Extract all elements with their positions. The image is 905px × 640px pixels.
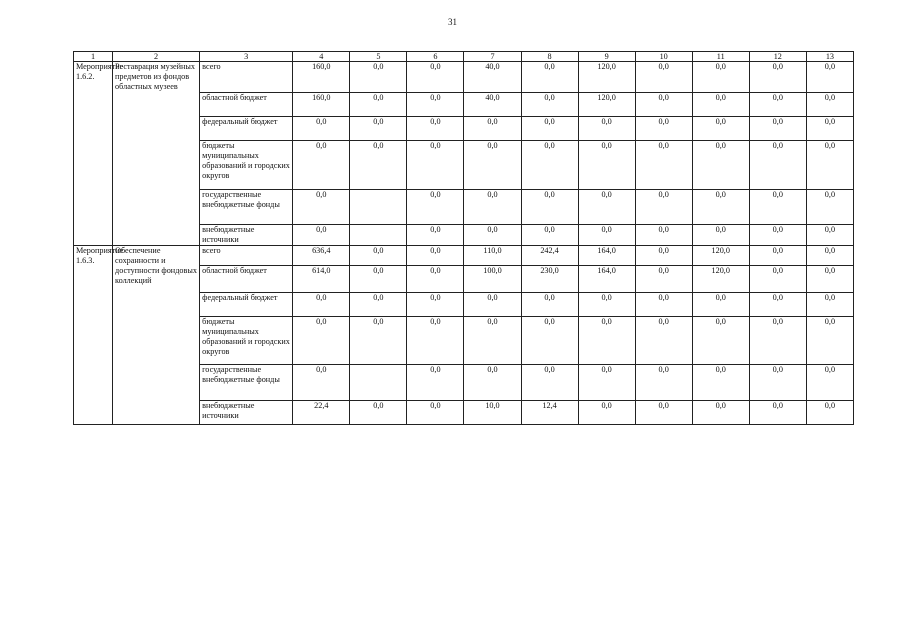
value-cell: 0,0 — [350, 117, 407, 141]
value-cell: 0,0 — [350, 293, 407, 317]
value-cell: 0,0 — [464, 225, 521, 246]
value-cell: 0,0 — [407, 365, 464, 401]
value-cell: 0,0 — [635, 225, 692, 246]
value-cell: 0,0 — [692, 293, 749, 317]
funding-source: федеральный бюджет — [200, 117, 293, 141]
value-cell: 0,0 — [635, 317, 692, 365]
value-cell — [350, 225, 407, 246]
budget-table — [73, 51, 854, 425]
value-cell: 0,0 — [350, 317, 407, 365]
value-cell: 0,0 — [578, 317, 635, 365]
value-cell: 120,0 — [692, 266, 749, 293]
value-cell: 160,0 — [293, 93, 350, 117]
funding-source: бюджеты муниципальных образований и городских округов — [200, 317, 293, 365]
value-cell: 0,0 — [521, 190, 578, 225]
value-cell: 0,0 — [806, 117, 853, 141]
value-cell: 0,0 — [293, 365, 350, 401]
value-cell: 0,0 — [635, 365, 692, 401]
value-cell: 0,0 — [407, 246, 464, 266]
value-cell: 0,0 — [635, 190, 692, 225]
value-cell: 100,0 — [464, 266, 521, 293]
value-cell: 0,0 — [806, 225, 853, 246]
value-cell: 0,0 — [464, 293, 521, 317]
value-cell: 0,0 — [692, 225, 749, 246]
value-cell: 0,0 — [521, 365, 578, 401]
funding-source: бюджеты муниципальных образований и городских округов — [200, 141, 293, 190]
value-cell: 0,0 — [749, 62, 806, 93]
value-cell: 0,0 — [578, 117, 635, 141]
value-cell: 0,0 — [407, 317, 464, 365]
value-cell: 0,0 — [407, 190, 464, 225]
funding-source: внебюджетные источники — [200, 401, 293, 425]
value-cell: 0,0 — [521, 293, 578, 317]
value-cell: 0,0 — [635, 141, 692, 190]
value-cell: 636,4 — [293, 246, 350, 266]
value-cell: 0,0 — [350, 401, 407, 425]
value-cell: 0,0 — [692, 365, 749, 401]
value-cell: 22,4 — [293, 401, 350, 425]
value-cell: 0,0 — [806, 62, 853, 93]
value-cell: 230,0 — [521, 266, 578, 293]
value-cell: 0,0 — [692, 62, 749, 93]
value-cell: 0,0 — [749, 93, 806, 117]
funding-source: всего — [200, 246, 293, 266]
value-cell: 0,0 — [635, 93, 692, 117]
value-cell: 40,0 — [464, 62, 521, 93]
value-cell: 0,0 — [464, 141, 521, 190]
value-cell: 160,0 — [293, 62, 350, 93]
value-cell: 0,0 — [407, 117, 464, 141]
funding-source: внебюджетные источники — [200, 225, 293, 246]
header-cell: 2 — [113, 52, 200, 62]
value-cell: 0,0 — [749, 225, 806, 246]
measure-code: Мероприятие 1.6.2. — [74, 62, 113, 246]
value-cell: 0,0 — [578, 293, 635, 317]
funding-source: государственные внебюджетные фонды — [200, 365, 293, 401]
value-cell: 0,0 — [521, 93, 578, 117]
value-cell: 0,0 — [806, 401, 853, 425]
value-cell: 0,0 — [293, 190, 350, 225]
value-cell: 110,0 — [464, 246, 521, 266]
header-cell: 7 — [464, 52, 521, 62]
value-cell: 0,0 — [635, 266, 692, 293]
page-number: 31 — [448, 17, 457, 27]
measure-name: Реставрация музейных предметов из фондов областных музеев — [113, 62, 200, 246]
value-cell: 0,0 — [350, 141, 407, 190]
value-cell: 120,0 — [578, 93, 635, 117]
funding-source: всего — [200, 62, 293, 93]
value-cell: 0,0 — [692, 317, 749, 365]
value-cell: 614,0 — [293, 266, 350, 293]
value-cell: 0,0 — [749, 293, 806, 317]
value-cell: 0,0 — [293, 293, 350, 317]
value-cell: 0,0 — [749, 246, 806, 266]
header-cell: 1 — [74, 52, 113, 62]
value-cell: 0,0 — [692, 190, 749, 225]
header-cell: 10 — [635, 52, 692, 62]
value-cell: 0,0 — [749, 401, 806, 425]
value-cell: 0,0 — [293, 317, 350, 365]
value-cell: 0,0 — [749, 117, 806, 141]
value-cell: 0,0 — [578, 401, 635, 425]
value-cell: 0,0 — [464, 190, 521, 225]
value-cell: 0,0 — [293, 225, 350, 246]
value-cell: 242,4 — [521, 246, 578, 266]
value-cell: 0,0 — [293, 141, 350, 190]
header-cell: 6 — [407, 52, 464, 62]
table-row — [74, 62, 854, 93]
value-cell: 0,0 — [350, 266, 407, 293]
value-cell: 0,0 — [806, 141, 853, 190]
value-cell: 0,0 — [521, 62, 578, 93]
value-cell: 164,0 — [578, 266, 635, 293]
header-cell: 8 — [521, 52, 578, 62]
value-cell: 0,0 — [578, 225, 635, 246]
value-cell: 0,0 — [806, 246, 853, 266]
value-cell: 0,0 — [350, 93, 407, 117]
value-cell: 0,0 — [350, 246, 407, 266]
value-cell — [350, 365, 407, 401]
funding-source: областной бюджет — [200, 93, 293, 117]
value-cell: 0,0 — [521, 317, 578, 365]
value-cell: 0,0 — [350, 62, 407, 93]
header-cell: 13 — [806, 52, 853, 62]
value-cell: 0,0 — [806, 365, 853, 401]
value-cell: 0,0 — [749, 266, 806, 293]
value-cell: 0,0 — [806, 93, 853, 117]
header-cell: 4 — [293, 52, 350, 62]
value-cell: 0,0 — [464, 317, 521, 365]
funding-source: федеральный бюджет — [200, 293, 293, 317]
value-cell: 40,0 — [464, 93, 521, 117]
value-cell: 0,0 — [806, 266, 853, 293]
value-cell: 120,0 — [692, 246, 749, 266]
value-cell: 0,0 — [635, 293, 692, 317]
value-cell: 0,0 — [521, 225, 578, 246]
value-cell: 0,0 — [635, 401, 692, 425]
header-row — [74, 52, 854, 62]
value-cell: 0,0 — [692, 141, 749, 190]
value-cell: 0,0 — [635, 62, 692, 93]
header-cell: 11 — [692, 52, 749, 62]
value-cell: 0,0 — [521, 117, 578, 141]
value-cell: 0,0 — [407, 266, 464, 293]
value-cell: 0,0 — [407, 225, 464, 246]
value-cell: 0,0 — [749, 190, 806, 225]
value-cell: 164,0 — [578, 246, 635, 266]
value-cell: 0,0 — [521, 141, 578, 190]
value-cell: 0,0 — [692, 117, 749, 141]
value-cell: 0,0 — [806, 190, 853, 225]
value-cell: 0,0 — [407, 401, 464, 425]
value-cell: 0,0 — [407, 62, 464, 93]
table-row — [74, 246, 854, 266]
value-cell: 0,0 — [806, 317, 853, 365]
value-cell: 0,0 — [407, 93, 464, 117]
value-cell: 0,0 — [692, 401, 749, 425]
value-cell: 0,0 — [464, 365, 521, 401]
value-cell: 0,0 — [407, 293, 464, 317]
table-body — [74, 62, 854, 425]
measure-code: Мероприятие 1.6.3. — [74, 246, 113, 425]
value-cell: 120,0 — [578, 62, 635, 93]
value-cell: 10,0 — [464, 401, 521, 425]
value-cell — [350, 190, 407, 225]
funding-source: областной бюджет — [200, 266, 293, 293]
value-cell: 0,0 — [464, 117, 521, 141]
value-cell: 0,0 — [749, 141, 806, 190]
value-cell: 0,0 — [749, 365, 806, 401]
value-cell: 0,0 — [578, 190, 635, 225]
value-cell: 0,0 — [293, 117, 350, 141]
header-cell: 9 — [578, 52, 635, 62]
header-cell: 5 — [350, 52, 407, 62]
value-cell: 0,0 — [692, 93, 749, 117]
value-cell: 0,0 — [578, 365, 635, 401]
header-cell: 3 — [200, 52, 293, 62]
value-cell: 0,0 — [749, 317, 806, 365]
measure-name: Обеспечение сохранности и доступности фондовых коллекций — [113, 246, 200, 425]
header-cell: 12 — [749, 52, 806, 62]
value-cell: 0,0 — [635, 117, 692, 141]
value-cell: 0,0 — [635, 246, 692, 266]
funding-source: государственные внебюджетные фонды — [200, 190, 293, 225]
value-cell: 0,0 — [578, 141, 635, 190]
value-cell: 0,0 — [806, 293, 853, 317]
value-cell: 12,4 — [521, 401, 578, 425]
value-cell: 0,0 — [407, 141, 464, 190]
